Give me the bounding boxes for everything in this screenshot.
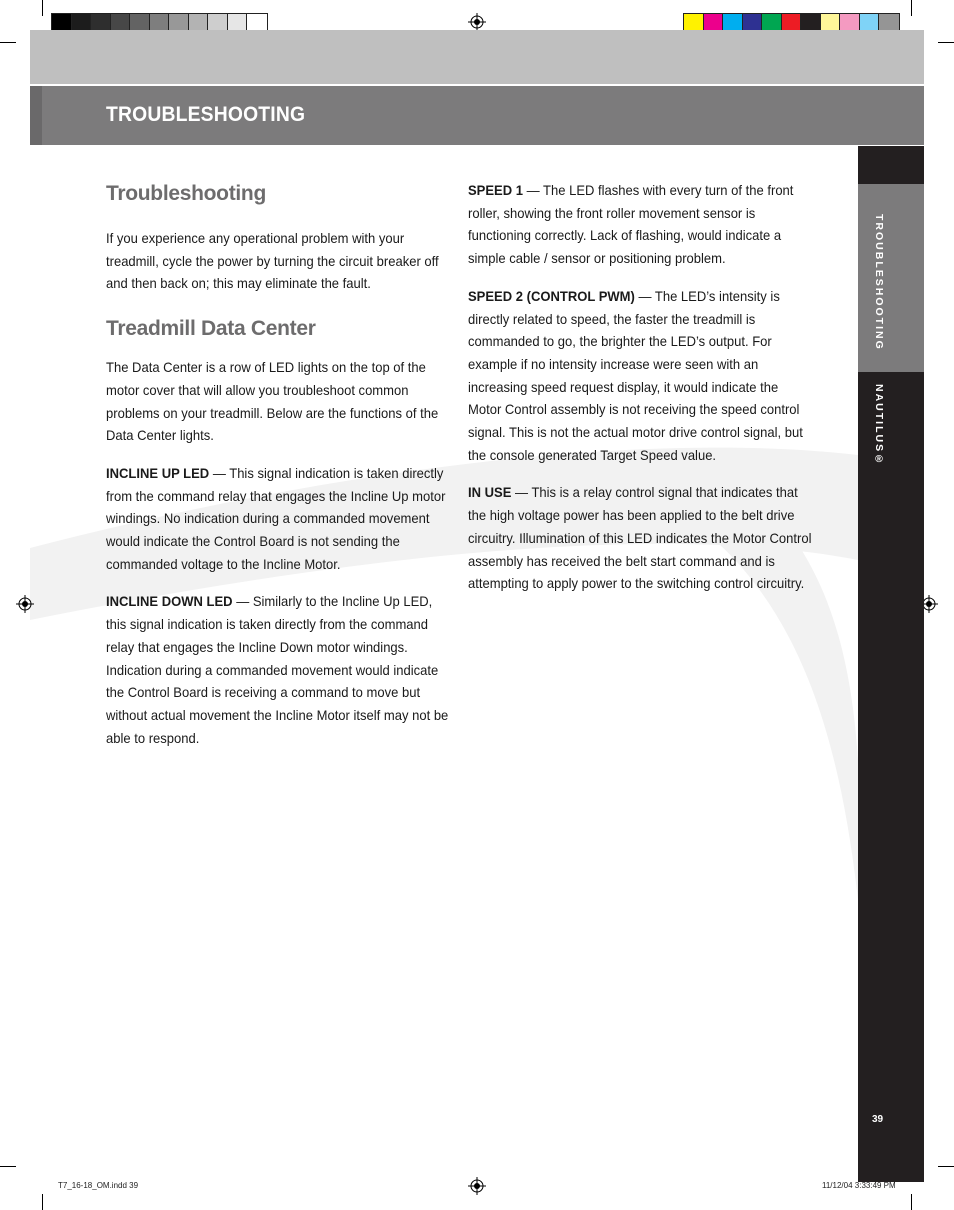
side-tab-active-section: [858, 184, 924, 372]
incline-up-text: — This signal indication is taken directly from the command relay that engages the Incline Up motor windings. No indication during a commanded movement would indicate the Control Board is not sending the commanded voltage to the Incline Motor.: [106, 464, 446, 572]
slug-file-name: T7_16-18_OM.indd 39: [58, 1181, 139, 1190]
in-use-text: — This is a relay control signal that indicates that the high voltage power has been applied to the belt drive circuitry. Illumination of this LED indicates the Motor Control assembly has received the belt start command and is attempting to apply power to the switching control circuitry.: [468, 484, 812, 592]
speed1-paragraph: [468, 179, 812, 270]
top-band: [30, 30, 924, 84]
section-title: TROUBLESHOOTING: [106, 103, 306, 126]
registration-mark-icon: [468, 13, 486, 31]
header-accent-strip: [30, 86, 42, 145]
side-tab-brand-label: NAUTILUS®: [873, 384, 885, 468]
incline-down-paragraph: [106, 590, 450, 749]
heading-troubleshooting: Troubleshooting: [106, 182, 266, 205]
right-column: [468, 179, 813, 595]
data-center-paragraph: The Data Center is a row of LED lights on the top of the motor cover that will allow you troubleshoot common problems on your treadmill. Below are the functions of the Data Center lights.: [106, 359, 439, 444]
page-number: 39: [872, 1114, 884, 1125]
registration-mark-icon: [468, 1177, 486, 1195]
in-use-paragraph: [468, 481, 812, 595]
incline-up-paragraph: [106, 462, 450, 576]
registration-mark-icon: [16, 595, 34, 613]
incline-down-text: — Similarly to the Incline Up LED, this signal indication is taken directly from the command relay that engages the Incline Down motor windings. Indication during a commanded movement would indicate the Control Board is receiving a command to move but without actual movement the Incline Motor itself may not be able to respond.: [106, 593, 449, 746]
speed1-label: SPEED 1: [468, 182, 524, 198]
heading-data-center: Treadmill Data Center: [106, 317, 316, 341]
crop-mark: [911, 0, 912, 16]
speed2-text: — The LED’s intensity is directly related to speed, the faster the treadmill is commanded to go, the brighter the LED’s output. For example if no intensity increase were seen with an increasing speed request display, it would indicate the Motor Control assembly is not receiving the speed control signal. This is not the actual motor drive control signal, but the console generated Target Speed value.: [468, 287, 803, 463]
crop-mark: [938, 1166, 954, 1167]
section-header-bar: [30, 86, 924, 145]
speed1-text: — The LED flashes with every turn of the front roller, showing the front roller movement sensor is functioning correctly. Lack of flashing, would indicate a simple cable / sensor or positioning problem.: [468, 182, 794, 267]
crop-mark: [42, 0, 43, 16]
speed2-paragraph: [468, 285, 812, 467]
crop-mark: [0, 1166, 16, 1167]
incline-up-label: INCLINE UP LED: [106, 464, 210, 481]
crop-mark: [42, 1194, 43, 1210]
intro-paragraph: If you experience any operational problem with your treadmill, cycle the power by turning the circuit breaker off and then back on; this may eliminate the fault.: [106, 230, 439, 292]
crop-mark: [938, 42, 954, 43]
incline-down-label: INCLINE DOWN LED: [106, 593, 233, 610]
left-column: [106, 181, 450, 749]
in-use-label: IN USE: [468, 484, 512, 501]
speed2-label: SPEED 2 (CONTROL PWM): [468, 287, 635, 304]
slug-timestamp: 11/12/04 3:33:49 PM: [822, 1181, 896, 1190]
crop-mark: [911, 1194, 912, 1210]
crop-mark: [0, 42, 16, 43]
side-tab-section-label: TROUBLESHOOTING: [873, 214, 885, 351]
